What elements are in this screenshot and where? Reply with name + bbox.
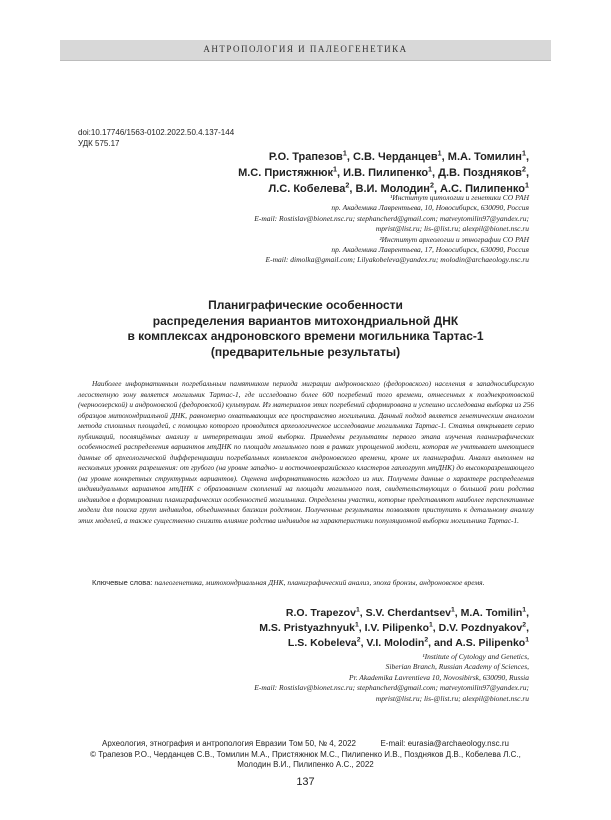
author-affiliation-marker: 1 [437,149,442,158]
author-line: Р.О. Трапезов$^1$, С.В. Черданцев$^1$, М.А. Томилин$^1$, [268,149,529,163]
author-name: M.S. Pristyazhnyuk [259,622,355,634]
author-affiliation-marker: 1 [521,149,526,158]
affiliation-line: пр. Академика Лаврентьева, 10, Новосибирск, 630090, Россия [331,203,529,213]
authors-en [259,606,529,651]
author-name: L.S. Kobeleva [287,637,357,649]
journal-email[interactable]: E-mail: eurasia@archaeology.nsc.ru [380,739,509,748]
author-name: M.A. Tomilin [460,607,523,619]
author-affiliation-marker: 2 [521,165,526,174]
author-line: Л.С. Кобелева$^2$, В.И. Молодин$^2$, А.С. Пилипенко$^1$ [268,181,529,195]
affiliation-line: E-mail: Rostislav@bionet.nsc.ru; stephancherd@gmail.com; matveytomilin97@yandex.ru; [254,213,529,223]
article-title [60,298,551,360]
author-affiliation-marker: 1 [525,181,529,190]
author-affiliation-marker: 2 [424,636,429,644]
footer [60,739,551,771]
section-header-bar [60,40,551,61]
copyright-line-1: © Трапезов Р.О., Черданцев С.В., Томилин М.А., Пристяжнюк М.С., Пилипенко И.В., Поздняков Д.В., Кобелева Л.С., [90,749,521,759]
author-affiliation-marker: 1 [355,606,360,614]
authors-ru [238,149,529,197]
journal-info: Археология, этнография и антропология Евразии Том 50, № 4, 2022 [102,739,356,748]
author-name: С.В. Черданцев [352,151,438,163]
author-name: Р.О. Трапезов [268,151,343,163]
affiliation-line: Siberian Branch, Russian Academy of Sciences, [385,662,529,672]
page-number: 137 [296,776,315,788]
author-affiliation-marker: 2 [345,181,350,190]
author-affiliation-marker: 1 [333,165,337,174]
author-name: S.V. Cherdantsev [365,607,451,619]
author-name: R.O. Trapezov [285,607,356,619]
affiliation-line: mprist@list.ru; lis-@list.ru; alexpil@bionet.nsc.ru [375,693,529,703]
title-line: в комплексах андроновского времени могильника Тартас-1 [127,329,484,343]
affiliation-line: ²Институт археологии и этнографии СО РАН [379,234,529,244]
author-affiliation-marker: 2 [429,181,434,190]
author-name: М.С. Пристяжнюк [238,167,333,179]
affiliation-line: ¹Институт цитологии и генетики СО РАН [390,193,529,202]
author-name: V.I. Molodin [366,637,425,649]
author-name: А.С. Пилипенко [440,183,526,195]
keywords-value: палеогенетика, митохондриальная ДНК, планиграфический анализ, эпоха бронзы, андроновское время. [154,578,485,587]
section-title: АНТРОПОЛОГИЯ И ПАЛЕОГЕНЕТИКА [203,44,408,54]
author-name: Д.В. Поздняков [438,167,522,179]
author-affiliation-marker: 2 [522,621,527,629]
keywords-label: Ключевые слова: [92,578,153,587]
author-affiliation-marker: 1 [428,165,433,174]
affiliation-line: Pr. Akademika Lavrentieva 10, Novosibirsk, 630090, Russia [349,672,529,682]
abstract-text: Наиболее информативным погребальным памятником периода миграции андроновского (федоровского) населения в западносибирскую лесостепную зону является могильник Тартас-1, где исследовано более 600 погребений того времени, отнесенных к позднекротовской (черноозерской) и андроновской (федоровской) культурам. Из материалов этих погребений сформирована и успешно исследована выборка из 256 образцов митохондриальной ДНК, равномерно охватывающих все пространство могильника. Данный подход является генетическим аналогом метода сплошных площадей, с помощью которого проводится археологическое исследование могильника Тартас-1. Статья открывает серию публикаций, посвящённых анализу и интерпретации этой выборки. Приведены результаты первого этапа изучения планиграфических особенностей распределения вариантов мтДНК по площади могильного поля в рамках упрощенной модели, которая не учитывает имеющиеся данные об археологической дифференциации погребальных комплексов андроновского времени, кроме их планиграфии. Анализ выполнен на нескольких уровнях разрешения: от грубого (на уровне западно- и восточноевразийского кластеров гаплогрупп мтДНК) до высокоразрешающего (на уровне конкретных структурных вариантов). Оценена информативность каждого из них. Получены данные о характере распределения индивидуальных вариантов мтДНК с образованием скоплений на площади могильного поля, свидетельствующих о большой роли родства индивидов в формировании планиграфических особенностей могильника. Определены участки, которые представляют наиболее перспективные модели для поиска групп индивидов, объединенных близким родством. Полученные результаты позволяют приступить к детальному анализу этих моделей, а также существенно снизить влияние родства индивидов на характеристики популяционной выборки могильника Тартас-1. [78,379,534,525]
author-name: I.V. Pilipenko [364,622,429,634]
author-name: Л.С. Кобелева [268,183,346,195]
author-name: И.В. Пилипенко [343,167,429,179]
affiliation-line: E-mail: Rostislav@bionet.nsc.ru; stephancherd@gmail.com; matveytomilin97@yandex.ru; [254,683,529,693]
author-name: D.V. Pozdnyakov [438,622,523,634]
author-line: R.O. Trapezov$^1$, S.V. Cherdantsev$^1$, M.A. Tomilin$^1$, [285,606,529,619]
author-affiliation-marker: 1 [354,621,359,629]
affiliation-line: пр. Академика Лаврентьева, 17, Новосибирск, 630090, Россия [331,245,529,255]
author-affiliation-marker: 1 [451,606,455,614]
doi-link[interactable]: doi:10.17746/1563-0102.2022.50.4.137-144 [78,128,235,137]
author-line: М.С. Пристяжнюк$^1$, И.В. Пилипенко$^1$, Д.В. Поздняков$^2$, [238,165,529,179]
affiliation-line: E-mail: dimolka@gmail.com; Lilyakobeleva@yandex.ru; molodin@archaeology.nsc.ru [265,255,529,265]
author-line: M.S. Pristyazhnyuk$^1$, I.V. Pilipenko$^1$, D.V. Pozdnyakov$^2$, [259,621,529,634]
title-line: (предварительные результаты) [210,344,401,359]
author-name: В.И. Молодин [355,183,430,195]
copyright-line-2: Молодин В.И., Пилипенко А.С., 2022 [237,760,374,769]
author-name: A.S. Pilipenko [455,637,526,649]
affiliations-ru [254,193,529,266]
title-line: Планиграфические особенности [208,298,403,312]
author-line: L.S. Kobeleva$^2$, V.I. Molodin$^2$, and A.S. Pilipenko$^1$ [287,636,529,649]
author-name: М.А. Томилин [447,151,522,163]
author-affiliation-marker: 1 [428,621,433,629]
affiliation-line: ¹Institute of Cytology and Genetics, [422,652,529,661]
author-affiliation-marker: 2 [356,636,361,644]
doi-block [78,127,234,149]
author-affiliation-marker: 1 [522,606,527,614]
title-line: распределения вариантов митохондриальной ДНК [152,313,459,328]
affiliations-en [254,652,529,704]
udk-code: УДК 575.17 [78,139,120,148]
author-affiliation-marker: 1 [342,149,347,158]
keywords [92,578,485,587]
author-affiliation-marker: 1 [525,636,529,644]
affiliation-line: mprist@list.ru; lis-@list.ru; alexpil@bionet.nsc.ru [375,224,529,234]
